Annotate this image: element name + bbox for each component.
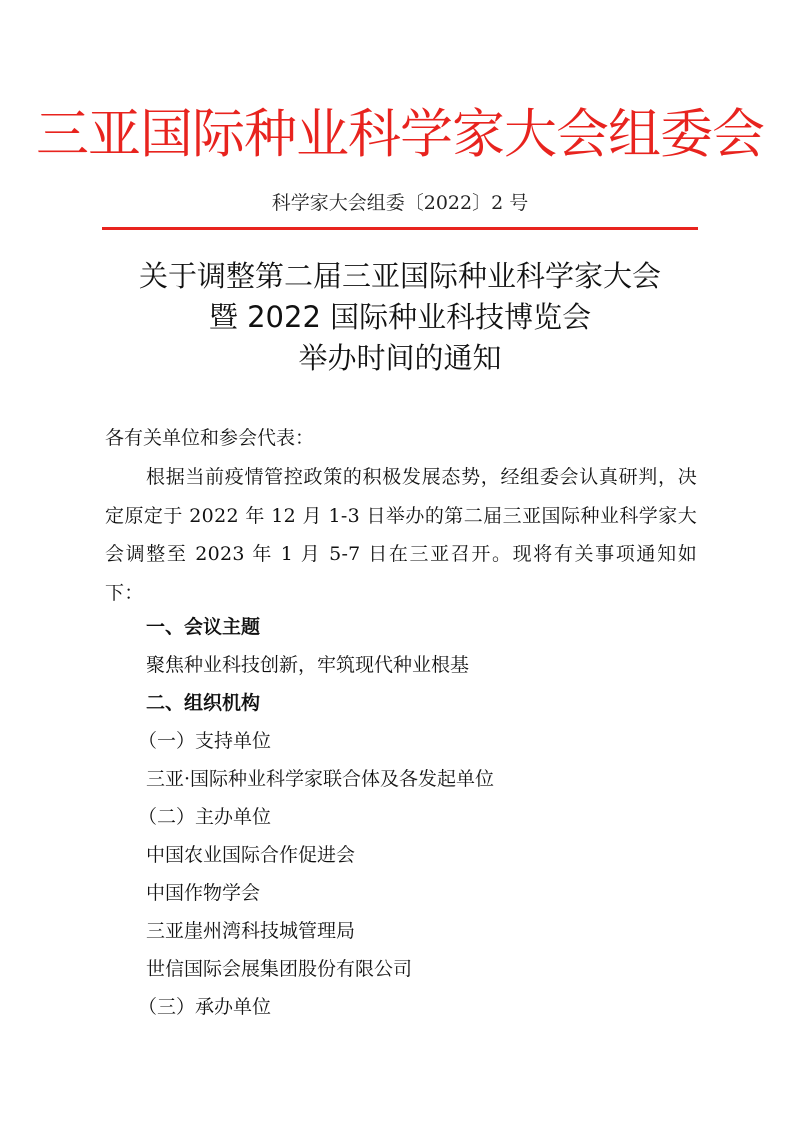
section-2-heading: 二、组织机构 bbox=[146, 692, 261, 714]
notice-title-line-1: 关于调整第二届三亚国际种业科学家大会 bbox=[138, 259, 661, 293]
host-unit-item: 三亚崖州湾科技城管理局 bbox=[146, 920, 356, 942]
notice-title-line-3: 举办时间的通知 bbox=[298, 341, 502, 375]
support-units-heading: （一）支持单位 bbox=[138, 730, 272, 752]
red-divider-line bbox=[102, 227, 698, 230]
notice-title bbox=[0, 256, 800, 379]
issuing-organization-title: 三亚国际种业科学家大会组委会 bbox=[36, 104, 764, 165]
document-number: 科学家大会组委〔2022〕2 号 bbox=[271, 192, 529, 214]
salutation: 各有关单位和参会代表： bbox=[105, 427, 315, 449]
host-units-heading: （二）主办单位 bbox=[138, 806, 272, 828]
notice-title-line-2: 暨 2022 国际种业科技博览会 bbox=[208, 300, 592, 334]
host-unit-item: 中国农业国际合作促进会 bbox=[146, 844, 356, 866]
support-unit-item: 三亚·国际种业科学家联合体及各发起单位 bbox=[146, 768, 495, 790]
host-unit-item: 中国作物学会 bbox=[146, 882, 261, 904]
intro-paragraph: 根据当前疫情管控政策的积极发展态势，经组委会认真研判，决定原定于 2022 年 12 月 1-3 日举办的第二届三亚国际种业科学家大会调整至 2023 年 1 月 5-7 日在三亚召开。现将有关事项通知如下： bbox=[105, 466, 697, 605]
section-1-heading: 一、会议主题 bbox=[146, 616, 261, 638]
organizer-units-heading: （三）承办单位 bbox=[138, 996, 272, 1018]
host-unit-item: 世信国际会展集团股份有限公司 bbox=[146, 958, 413, 980]
section-1-text: 聚焦种业科技创新，牢筑现代种业根基 bbox=[146, 654, 470, 676]
